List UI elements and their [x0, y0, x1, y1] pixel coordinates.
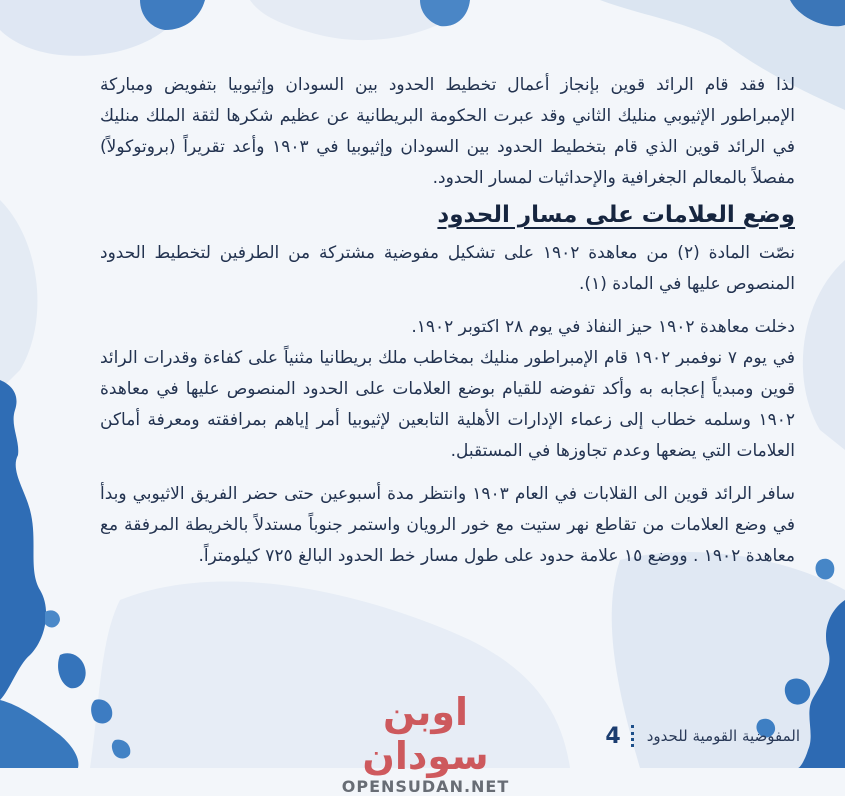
pale-region-right-middle: [803, 260, 845, 450]
watermark-latin-text: OPENSUDAN.NET: [341, 777, 510, 796]
section-heading: وضع العلامات على مسار الحدود: [437, 202, 795, 228]
main-text-block: [100, 70, 795, 572]
blue-island-left-small-1: [58, 653, 86, 688]
footer-organization-label: المفوضية القومية للحدود: [646, 727, 800, 745]
paragraph-menelik-letter: في يوم ٧ نوفمبر ١٩٠٢ قام الإمبراطور منليك بمخاطب ملك بريطانيا مثنياً على كفاءة وقدرات الرائد قوين ومبدياً إعجابه به وأكد تفوضه للقيام بوضع العلامات على الحدود المنصوص عليها في معاهدة ١٩٠٢ وسلمه خطاب إلى زعماء الإدارات الأهلية التابعين لإثيوبيا أمر إياهم بمرافقته ومعرفة أماكن العلامات التي يضعها وعدم تجاوزها في المستقبل.: [100, 348, 795, 461]
paragraph-gwynne-mandate: لذا فقد قام الرائد قوين بإنجاز أعمال تخطيط الحدود بين السودان وإثيوبيا بتفويض ومباركة الإمبراطور الإثيوبي منليك الثاني وقد عبرت الحكومة البريطانية عن عظيم شكرها لثقة الملك منليك في الرائد قوين الذي قام بتخطيط الحدود بين السودان وإثيوبيا في ١٩٠٣ وأعد تقريراً (بروتوكولاً) مفصلاً بالمعالم الجغرافية والإحداثيات لمسار الحدود.: [100, 75, 795, 188]
pale-region-left-middle: [0, 200, 37, 390]
blue-land-left-lower: [0, 700, 78, 768]
page-footer: [605, 716, 800, 756]
blue-island-left-tiny: [45, 610, 60, 627]
spacer: [100, 300, 795, 312]
blue-land-left: [0, 380, 46, 700]
paragraph-treaty-in-force: دخلت معاهدة ١٩٠٢ حيز النفاذ في يوم ٢٨ اكتوبر ١٩٠٢.: [411, 317, 795, 337]
page-number: 4: [605, 723, 621, 749]
paragraph-article-2: نصّت المادة (٢) من معاهدة ١٩٠٢ على تشكيل مفوضية مشتركة من الطرفين لتخطيط الحدود المنصوص عليها في المادة (١).: [100, 243, 795, 294]
paragraph-gallabat-journey: سافر الرائد قوين الى القلابات في العام ١٩٠٣ وانتظر مدة أسبوعين حتى حضر الفريق الاثيوبي وبدأ في وضع العلامات من تقاطع نهر ستيت مع خور الرويان واستمر جنوباً مستدلاً بالخريطة المرفقة مع معاهدة ١٩٠٢ . ووضع ١٥ علامة حدود على طول مسار خط الحدود البالغ ٧٢٥ كيلومتراً.: [100, 484, 795, 566]
footer-dotted-separator: [631, 725, 637, 747]
opensudan-watermark: [318, 690, 533, 796]
spacer: [100, 467, 795, 479]
blue-island-right-3: [816, 559, 835, 580]
watermark-arabic-text: اوبن سودان: [362, 690, 489, 778]
